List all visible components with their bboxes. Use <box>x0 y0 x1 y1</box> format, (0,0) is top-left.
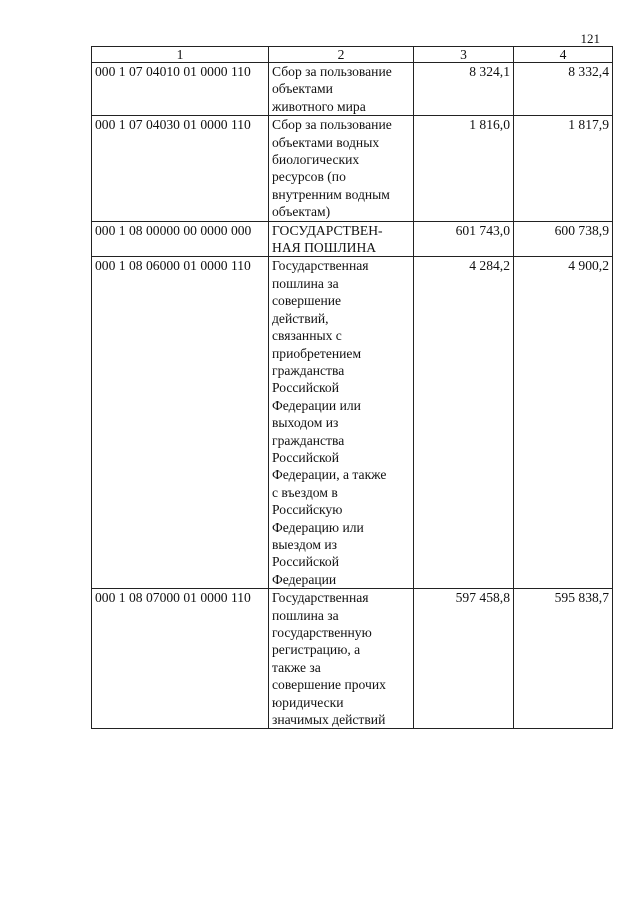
value-col-4: 1 817,9 <box>514 116 613 221</box>
budget-table <box>91 46 613 729</box>
table-row <box>92 589 613 729</box>
column-header-1: 1 <box>92 47 269 63</box>
value-col-3: 8 324,1 <box>414 63 514 116</box>
budget-code: 000 1 08 06000 01 0000 110 <box>92 257 269 589</box>
value-col-3: 4 284,2 <box>414 257 514 589</box>
item-name: Государственная пошлина за совершение действий, связанных с приобретением гражданства Российской Федерации или выходом из гражданства Российской Федерации, а также с въездом в Российскую Федерацию или выездом из Российской Федерации <box>269 257 414 589</box>
value-col-4: 4 900,2 <box>514 257 613 589</box>
value-col-4: 595 838,7 <box>514 589 613 729</box>
column-header-3: 3 <box>414 47 514 63</box>
item-name: Государственная пошлина за государственную регистрацию, а также за совершение прочих юридически значимых действий <box>269 589 414 729</box>
table-row <box>92 63 613 116</box>
budget-code: 000 1 07 04030 01 0000 110 <box>92 116 269 221</box>
value-col-3: 601 743,0 <box>414 221 514 257</box>
item-name: ГОСУДАРСТВЕН- НАЯ ПОШЛИНА <box>269 221 414 257</box>
table-header-row <box>92 47 613 63</box>
table-row <box>92 116 613 221</box>
item-name: Сбор за пользование объектами водных биологических ресурсов (по внутренним водным объектам) <box>269 116 414 221</box>
value-col-4: 8 332,4 <box>514 63 613 116</box>
budget-code: 000 1 07 04010 01 0000 110 <box>92 63 269 116</box>
table-row <box>92 257 613 589</box>
budget-code: 000 1 08 00000 00 0000 000 <box>92 221 269 257</box>
column-header-2: 2 <box>269 47 414 63</box>
table-row <box>92 221 613 257</box>
value-col-3: 1 816,0 <box>414 116 514 221</box>
column-header-4: 4 <box>514 47 613 63</box>
item-name: Сбор за пользование объектами животного мира <box>269 63 414 116</box>
value-col-4: 600 738,9 <box>514 221 613 257</box>
page-number: 121 <box>580 31 600 46</box>
value-col-3: 597 458,8 <box>414 589 514 729</box>
budget-code: 000 1 08 07000 01 0000 110 <box>92 589 269 729</box>
